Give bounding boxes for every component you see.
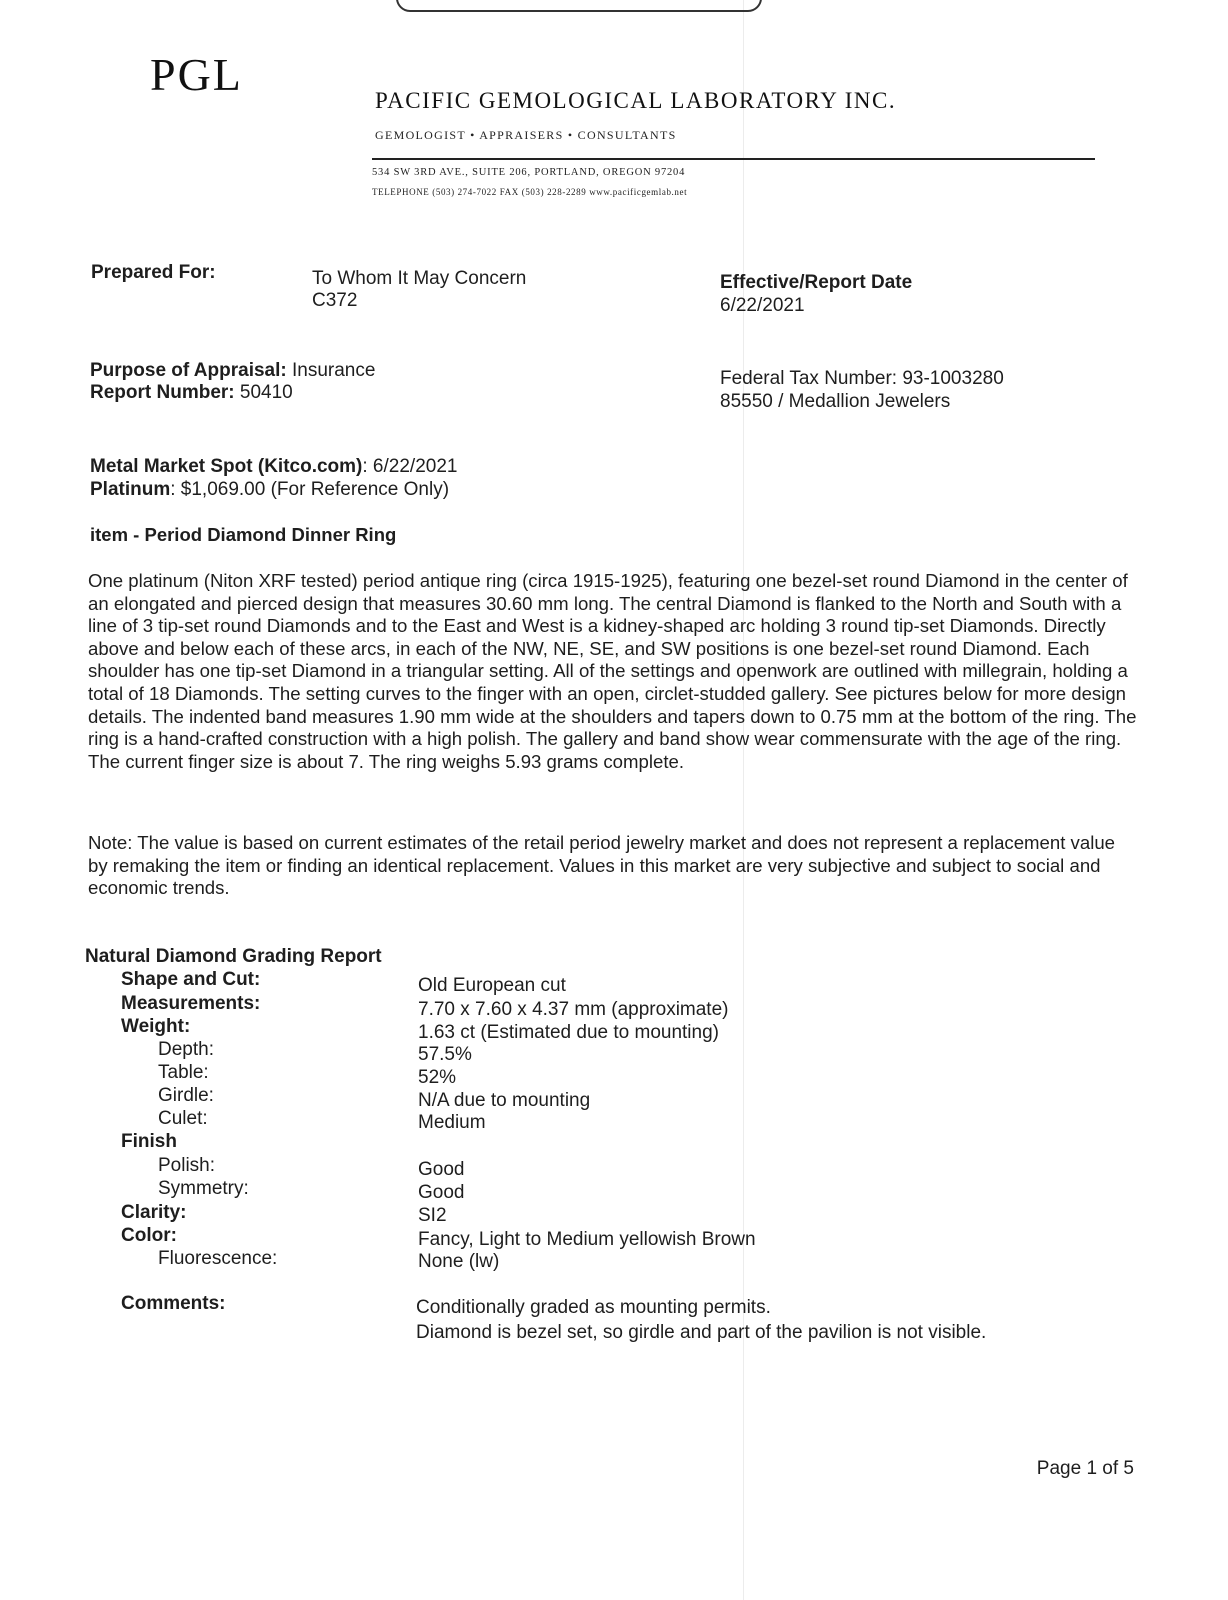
girdle-value: N/A due to mounting xyxy=(418,1090,591,1111)
top-tab-edge xyxy=(396,0,762,12)
weight-label: Weight: xyxy=(121,1016,191,1037)
purpose-label: Purpose of Appraisal: xyxy=(90,360,287,381)
girdle-label: Girdle: xyxy=(158,1085,214,1106)
depth-label: Depth: xyxy=(158,1039,214,1060)
report-number-value: 50410 xyxy=(239,382,293,403)
polish-value: Good xyxy=(418,1159,465,1180)
symmetry-value: Good xyxy=(418,1182,465,1203)
weight-value: 1.63 ct (Estimated due to mounting) xyxy=(418,1022,719,1043)
color-label: Color: xyxy=(121,1225,177,1246)
symmetry-label: Symmetry: xyxy=(158,1178,249,1199)
item-title: item - Period Diamond Dinner Ring xyxy=(90,524,397,545)
platinum-label: Platinum xyxy=(90,479,171,500)
comments-label: Comments: xyxy=(121,1293,226,1314)
comments-line-2: Diamond is bezel set, so girdle and part of the pavilion is not visible. xyxy=(416,1322,987,1343)
fluorescence-label: Fluorescence: xyxy=(158,1248,278,1269)
report-date-label: Effective/Report Date xyxy=(720,272,913,293)
jeweler-line: 85550 / Medallion Jewelers xyxy=(720,391,951,412)
prepared-for-code: C372 xyxy=(312,290,358,311)
clarity-label: Clarity: xyxy=(121,1202,187,1223)
report-number-label: Report Number: xyxy=(90,382,235,403)
metal-spot-line xyxy=(90,456,457,478)
report-number-line xyxy=(90,382,293,404)
clarity-value: SI2 xyxy=(418,1205,447,1226)
shape-value: Old European cut xyxy=(418,975,566,996)
platinum-line xyxy=(90,479,449,501)
scan-fold-line xyxy=(743,0,744,1600)
item-description: One platinum (Niton XRF tested) period antique ring (circa 1915-1925), featuring one bezel-set round Diamond in the center of an elongated and pierced design that measures 30.60 mm long. The central Diamond is flanked to the North and South with a line of 3 tip-set round Diamonds and to the East and West is a kidney-shaped arc holding 3 round tip-set Diamonds. Directly above and below each of these arcs, in each of the NW, NE, SE, and SW positions is one bezel-set round Diamond. Each shoulder has one tip-set Diamond in a triangular setting. All of the settings and openwork are outlined with millegrain, holding a total of 18 Diamonds. The setting curves to the finger with an open, circlet-studded gallery. See pictures below for more design details. The indented band measures 1.90 mm wide at the shoulders and tapers down to 0.75 mm at the bottom of the ring. The ring is a hand-crafted construction with a high polish. The gallery and band show wear commensurate with the age of the ring. The current finger size is about 7. The ring weighs 5.93 grams complete. xyxy=(88,570,1137,772)
table-label: Table: xyxy=(158,1062,209,1083)
prepared-for-label: Prepared For: xyxy=(91,262,216,283)
table-value: 52% xyxy=(418,1067,457,1088)
measurements-value: 7.70 x 7.60 x 4.37 mm (approximate) xyxy=(418,999,729,1020)
culet-label: Culet: xyxy=(158,1108,208,1129)
company-name: PACIFIC GEMOLOGICAL LABORATORY INC. xyxy=(375,88,897,113)
valuation-note: Note: The value is based on current estimates of the retail period jewelry market and does not represent a replacement value by remaking the item or finding an identical replacement. Values in this market are very subjective and subject to social and economic trends. xyxy=(88,832,1116,899)
report-date-value: 6/22/2021 xyxy=(720,295,805,316)
fluorescence-value: None (lw) xyxy=(418,1251,500,1272)
prepared-for-name: To Whom It May Concern xyxy=(312,268,527,289)
grading-report-title: Natural Diamond Grading Report xyxy=(85,946,382,967)
polish-label: Polish: xyxy=(158,1155,216,1176)
metal-spot-date: : 6/22/2021 xyxy=(362,456,458,477)
company-tagline: GEMOLOGIST • APPRAISERS • CONSULTANTS xyxy=(375,128,677,142)
company-address: 534 SW 3RD AVE., SUITE 206, PORTLAND, OREGON 97204 xyxy=(372,167,686,178)
platinum-value: : $1,069.00 (For Reference Only) xyxy=(170,479,450,500)
page-number: Page 1 of 5 xyxy=(1036,1458,1134,1479)
shape-label: Shape and Cut: xyxy=(121,969,261,990)
color-value: Fancy, Light to Medium yellowish Brown xyxy=(418,1229,756,1250)
letterhead-rule xyxy=(372,158,1095,160)
tax-number: Federal Tax Number: 93-1003280 xyxy=(720,368,1004,389)
metal-spot-label: Metal Market Spot (Kitco.com) xyxy=(90,456,363,477)
comments-line-1: Conditionally graded as mounting permits. xyxy=(416,1297,771,1318)
measurements-label: Measurements: xyxy=(121,993,261,1014)
culet-value: Medium xyxy=(418,1112,486,1133)
purpose-line xyxy=(90,360,375,382)
depth-value: 57.5% xyxy=(418,1044,472,1065)
finish-label: Finish xyxy=(121,1131,177,1152)
pgl-logo: PGL xyxy=(150,49,243,100)
company-phone: TELEPHONE (503) 274-7022 FAX (503) 228-2289 www.pacificgemlab.net xyxy=(372,187,688,197)
purpose-value: Insurance xyxy=(292,360,376,381)
